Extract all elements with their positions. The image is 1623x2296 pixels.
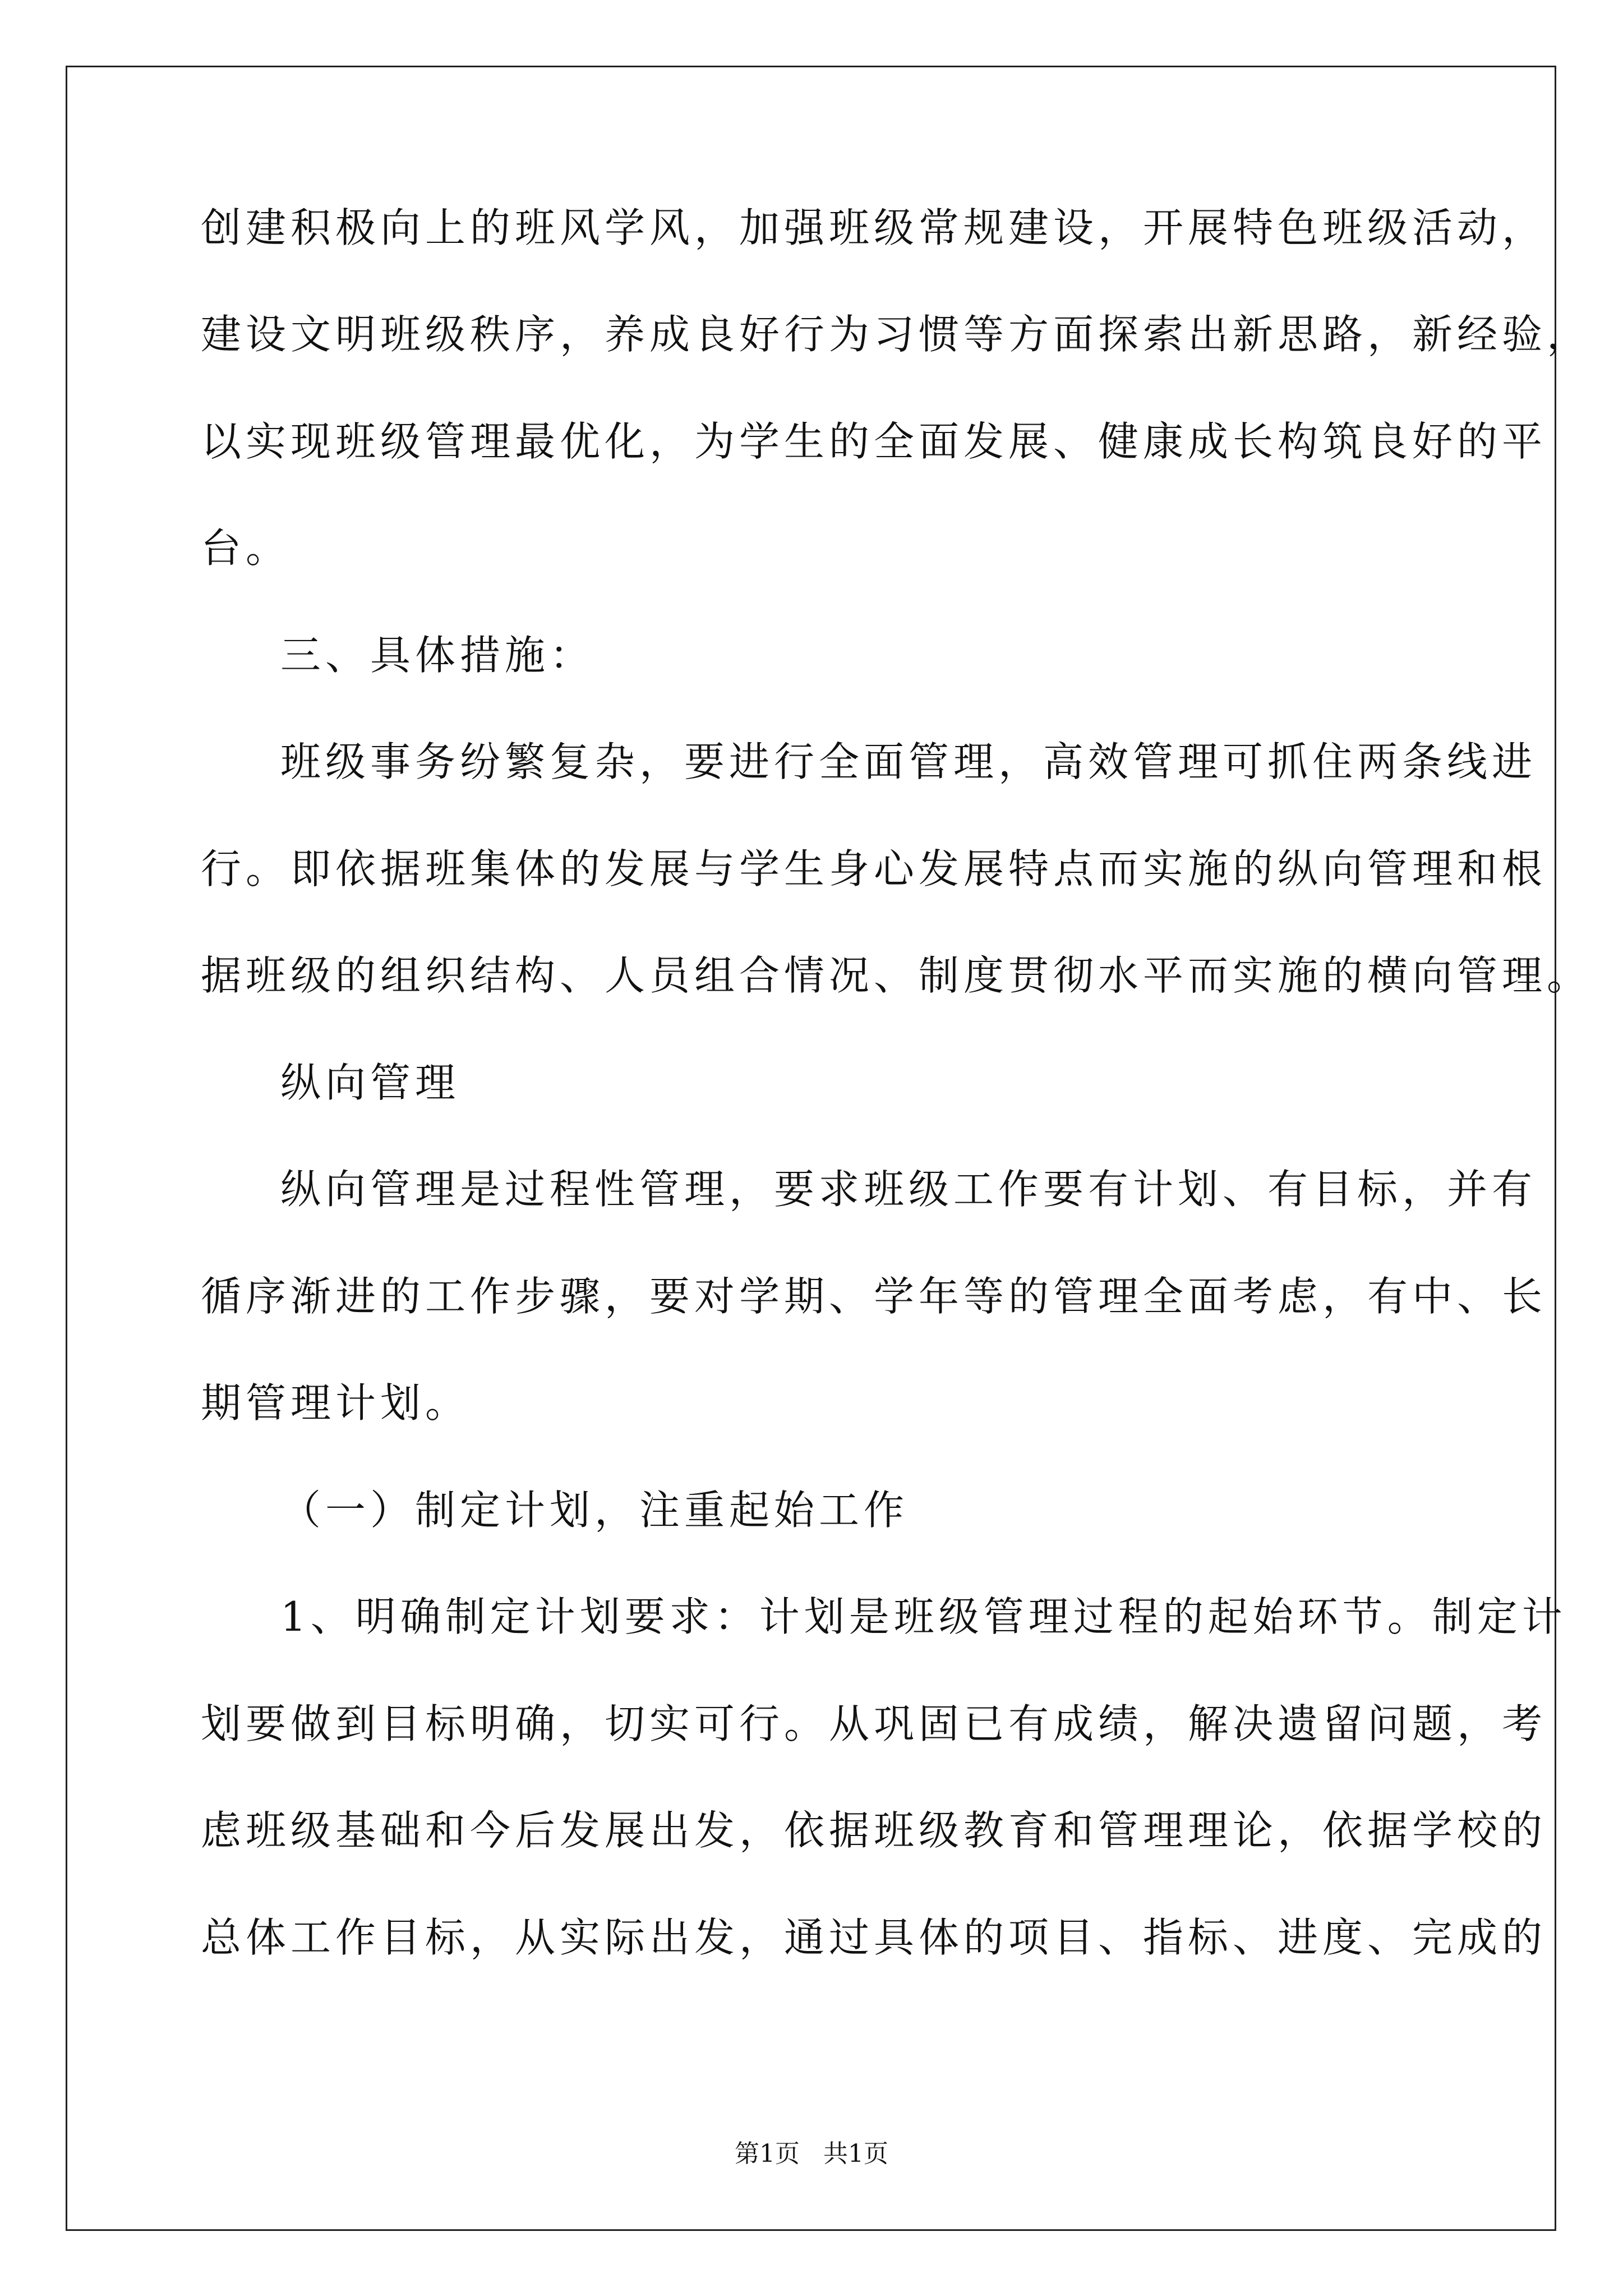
subsection-heading: 纵向管理	[280, 1059, 460, 1106]
text-line: 据班级的组织结构、人员组合情况、制度贯彻水平而实施的横向管理。	[201, 952, 1592, 999]
text-line: 循序渐进的工作步骤，要对学期、学年等的管理全面考虑，有中、长	[201, 1273, 1547, 1320]
section-heading: 三、具体措施：	[280, 632, 595, 679]
text-line: 划要做到目标明确，切实可行。从巩固已有成绩，解决遗留问题，考	[201, 1700, 1547, 1747]
text-line: 虑班级基础和今后发展出发，依据班级教育和管理理论，依据学校的	[201, 1807, 1547, 1854]
text-line: 建设文明班级秩序，养成良好行为习惯等方面探索出新思路，新经验，	[201, 311, 1592, 358]
text-line: 台。	[201, 524, 291, 572]
text-line: 1、明确制定计划要求：计划是班级管理过程的起始环节。制定计	[280, 1593, 1567, 1640]
text-line: 创建积极向上的班风学风，加强班级常规建设，开展特色班级活动，	[201, 204, 1547, 251]
text-line: 纵向管理是过程性管理，要求班级工作要有计划、有目标，并有	[280, 1166, 1537, 1213]
text-line: 期管理计划。	[201, 1379, 471, 1427]
subsection-heading: （一）制定计划，注重起始工作	[280, 1487, 909, 1534]
text-line: 班级事务纷繁复杂，要进行全面管理，高效管理可抓住两条线进	[280, 738, 1537, 785]
page-number-footer: 第1页 共1页	[735, 2139, 888, 2168]
text-line: 以实现班级管理最优化，为学生的全面发展、健康成长构筑良好的平	[201, 418, 1547, 465]
page-border	[66, 66, 1556, 2231]
text-line: 行。即依据班集体的发展与学生身心发展特点而实施的纵向管理和根	[201, 845, 1547, 892]
text-line: 总体工作目标，从实际出发，通过具体的项目、指标、进度、完成的	[201, 1914, 1547, 1961]
